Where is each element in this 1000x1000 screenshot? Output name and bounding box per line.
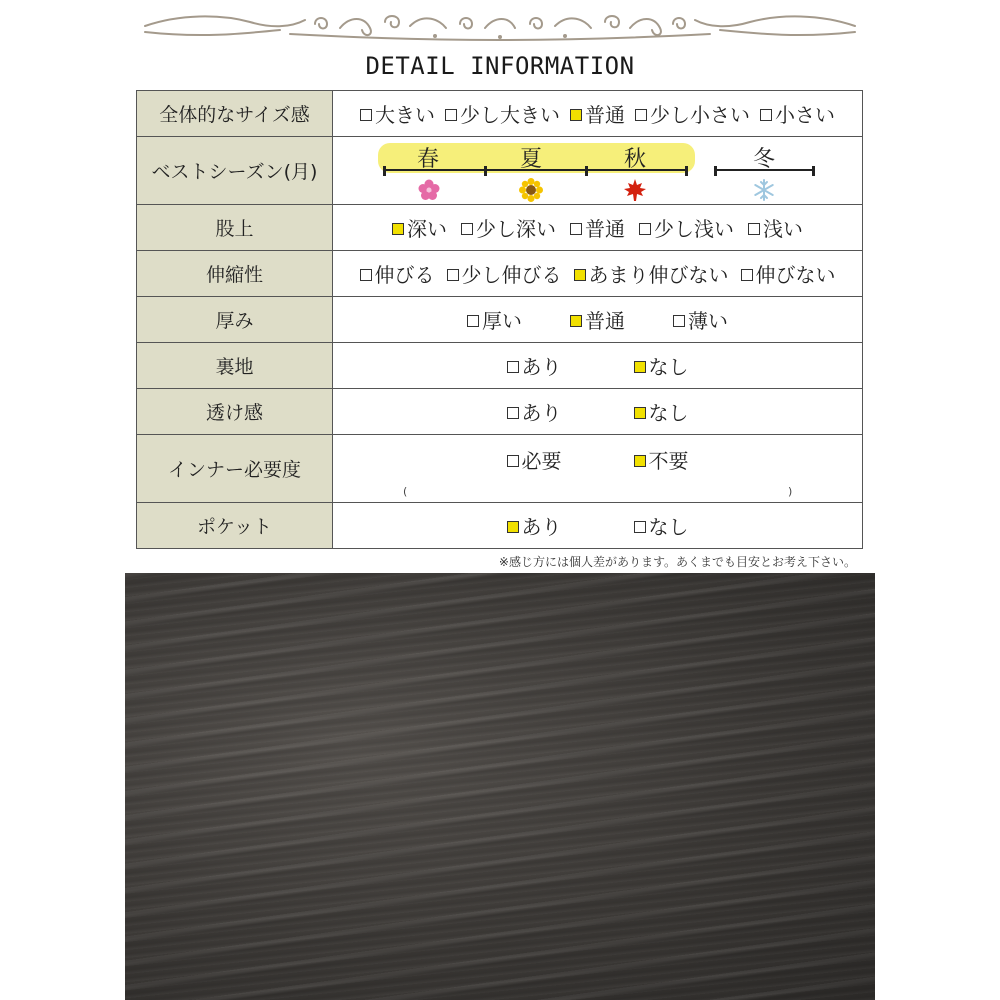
snowflake-icon <box>752 178 776 202</box>
unchecked-box-icon <box>507 455 519 467</box>
option-label: なし <box>648 401 689 425</box>
checked-box-icon <box>634 407 646 419</box>
option-label: 普通 <box>585 309 625 333</box>
option-label: なし <box>648 515 689 539</box>
option-item <box>634 445 689 474</box>
unchecked-box-icon <box>447 269 459 281</box>
option-item <box>507 511 562 540</box>
table-row <box>137 137 863 205</box>
table-row <box>137 343 863 389</box>
option-item <box>673 305 728 334</box>
option-item <box>639 213 734 242</box>
sakura-flower-icon <box>417 178 441 202</box>
option-item <box>634 511 689 540</box>
option-label: なし <box>648 355 689 379</box>
unchecked-box-icon <box>467 315 479 327</box>
option-item <box>748 213 803 242</box>
sunflower-icon <box>519 178 543 202</box>
unchecked-box-icon <box>673 315 685 327</box>
checked-box-icon <box>574 269 586 281</box>
page-heading: DETAIL INFORMATION <box>365 52 635 80</box>
option-item <box>507 397 562 426</box>
row-label-inner: インナー必要度 <box>137 435 333 503</box>
option-item <box>360 99 435 128</box>
option-label: あり <box>521 515 562 539</box>
season-tick <box>812 166 815 176</box>
option-item <box>570 305 625 334</box>
option-label: 必要 <box>521 449 562 473</box>
unchecked-box-icon <box>445 109 457 121</box>
option-label: 薄い <box>688 309 728 333</box>
row-label-size: 全体的なサイズ感 <box>137 91 333 137</box>
table-row <box>137 91 863 137</box>
option-item <box>570 213 625 242</box>
option-item <box>467 305 522 334</box>
option-label: 深い <box>407 217 447 241</box>
option-label: 浅い <box>763 217 803 241</box>
option-item <box>445 99 560 128</box>
row-label-stretch: 伸縮性 <box>137 251 333 297</box>
option-item <box>574 259 729 288</box>
unchecked-box-icon <box>639 223 651 235</box>
unchecked-box-icon <box>760 109 772 121</box>
checked-box-icon <box>570 109 582 121</box>
option-label: 少し大きい <box>460 103 560 127</box>
row-label-season: ベストシーズン(月) <box>137 137 333 205</box>
unchecked-box-icon <box>360 109 372 121</box>
option-label: 伸びる <box>374 263 435 287</box>
row-label-sheerness: 透け感 <box>137 389 333 435</box>
option-label: あり <box>521 355 562 379</box>
checked-box-icon <box>570 315 582 327</box>
disclaimer-note: ※感じ方には個人差があります。あくまでも目安とお考え下さい。 <box>498 555 856 569</box>
note-paren-close: ) <box>788 485 793 498</box>
unchecked-box-icon <box>461 223 473 235</box>
detail-information-table <box>136 90 863 549</box>
option-item <box>741 259 836 288</box>
unchecked-box-icon <box>748 223 760 235</box>
option-label: あまり伸びない <box>588 263 729 287</box>
option-label: 不要 <box>648 449 689 473</box>
option-label: 少し小さい <box>650 103 750 127</box>
season-tick <box>383 166 386 176</box>
row-label-rise: 股上 <box>137 205 333 251</box>
maple-leaf-icon <box>623 178 647 202</box>
option-label: 普通 <box>585 217 625 241</box>
table-row <box>137 297 863 343</box>
rise-options <box>333 213 862 242</box>
option-item <box>634 351 689 380</box>
option-label: 伸びない <box>755 263 836 287</box>
unchecked-box-icon <box>507 407 519 419</box>
unchecked-box-icon <box>360 269 372 281</box>
unchecked-box-icon <box>507 361 519 373</box>
season-chart <box>333 138 862 204</box>
season-summer: 夏 <box>519 146 542 172</box>
season-tick <box>484 166 487 176</box>
season-winter: 冬 <box>752 146 775 172</box>
table-row <box>137 251 863 297</box>
option-label: 小さい <box>775 103 835 127</box>
table-row <box>137 205 863 251</box>
option-label: 少し深い <box>476 217 556 241</box>
season-tick <box>685 166 688 176</box>
table-row <box>137 435 863 503</box>
pocket-options <box>333 511 862 540</box>
option-label: 少し伸びる <box>461 263 562 287</box>
table-row <box>137 503 863 549</box>
option-item <box>447 259 562 288</box>
option-label: 厚い <box>482 309 522 333</box>
option-label: あり <box>521 401 562 425</box>
season-tick <box>585 166 588 176</box>
season-autumn: 秋 <box>623 146 646 172</box>
unchecked-box-icon <box>741 269 753 281</box>
option-item <box>392 213 447 242</box>
season-tick <box>714 166 717 176</box>
option-item <box>461 213 556 242</box>
option-label: 普通 <box>585 103 625 127</box>
option-item <box>570 99 625 128</box>
thickness-options <box>333 305 862 334</box>
checked-box-icon <box>507 521 519 533</box>
note-paren-open: ( <box>403 485 408 498</box>
checked-box-icon <box>392 223 404 235</box>
sheerness-options <box>333 397 862 426</box>
option-label: 少し浅い <box>654 217 734 241</box>
checked-box-icon <box>634 455 646 467</box>
unchecked-box-icon <box>570 223 582 235</box>
option-item <box>360 259 435 288</box>
fabric-texture-photo <box>125 573 875 1000</box>
option-item <box>635 99 750 128</box>
decorative-ornament-border <box>140 4 860 44</box>
option-item <box>760 99 835 128</box>
size-options <box>333 99 862 128</box>
option-label: 大きい <box>375 103 435 127</box>
row-label-thickness: 厚み <box>137 297 333 343</box>
row-label-lining: 裏地 <box>137 343 333 389</box>
table-row <box>137 389 863 435</box>
checked-box-icon <box>634 361 646 373</box>
unchecked-box-icon <box>635 109 647 121</box>
unchecked-box-icon <box>634 521 646 533</box>
season-spring: 春 <box>416 146 439 172</box>
stretch-options <box>333 259 862 288</box>
option-item <box>507 351 562 380</box>
option-item <box>634 397 689 426</box>
option-item <box>507 445 562 474</box>
row-label-pocket: ポケット <box>137 503 333 549</box>
inner-options <box>333 445 862 474</box>
lining-options <box>333 351 862 380</box>
